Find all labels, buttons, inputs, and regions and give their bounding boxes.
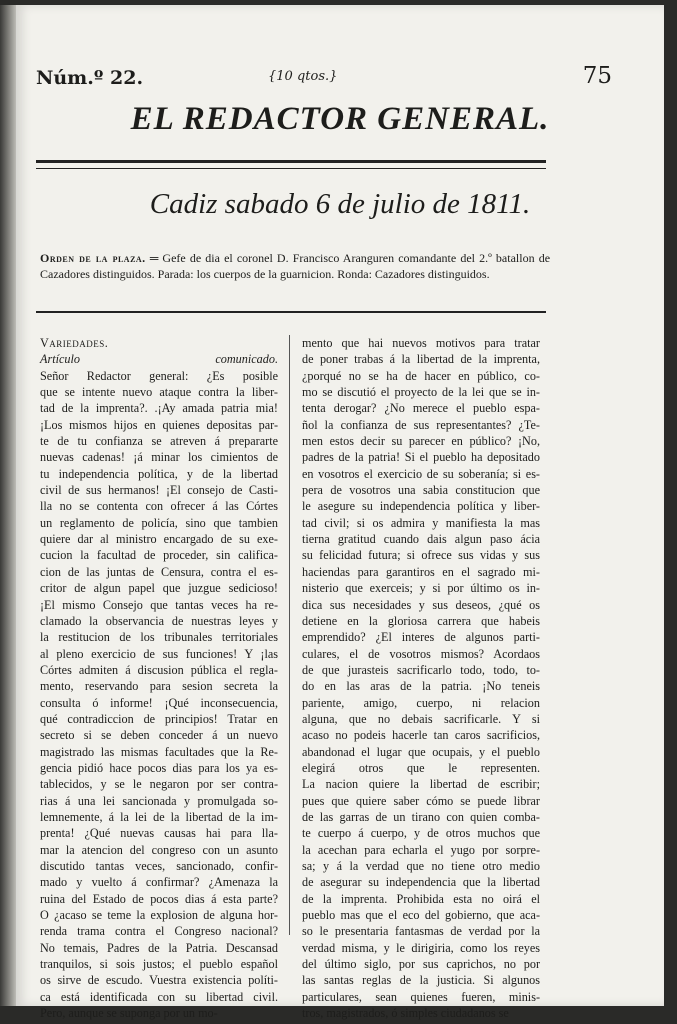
section-title: Variedades. bbox=[40, 336, 109, 350]
page-header bbox=[36, 63, 644, 95]
text-line: un reglamento de policía, sino que tambien bbox=[40, 515, 278, 530]
text-line: men estos decir su parecer en público? ¡No, bbox=[302, 434, 540, 449]
text-line: secreto si se deben conceder á un nuevo bbox=[40, 728, 278, 743]
column-divider bbox=[289, 335, 290, 935]
text-line: mado y vuelto á confirmar? ¿Amenaza la bbox=[40, 875, 278, 890]
text-line: pariente, amigo, cuerpo, ni relacion bbox=[302, 695, 540, 710]
text-line: tablecidos, y se le negaron por ser contra- bbox=[40, 777, 278, 792]
book-spine bbox=[0, 5, 16, 1006]
text-line: pera de vosotros una sabia constitucion que bbox=[302, 483, 540, 498]
orden-text: ═ Gefe de dia el coronel D. Francisco Aranguren comandante del 2.º batallon de Cazadores distinguidos. Parada: los cuerpos de la guarnicion. Ronda: Cazadores distinguidos. bbox=[40, 251, 551, 281]
text-line: rias á una lei sancionada y promulgada so- bbox=[40, 793, 278, 808]
text-line: so le presentaria fantasmas de verdad por la bbox=[302, 924, 540, 939]
text-line: critor de algun papel que juzgue sedicioso! bbox=[40, 581, 278, 596]
masthead-rule bbox=[36, 160, 546, 169]
text-line: culares, el de vosotros mismos? Acordaos bbox=[302, 646, 540, 661]
text-line: nuevas cadenas! ¡á minar los cimientos de bbox=[40, 450, 278, 465]
orden-label: Orden de la plaza. bbox=[40, 251, 146, 265]
text-line: al pleno exercicio de sus funciones! Y ¡las bbox=[40, 646, 278, 661]
text-line: ¡El mismo Consejo que tantas veces ha re- bbox=[40, 597, 278, 612]
text-line: tierna gratitud cuando dais algun paso ácia bbox=[302, 532, 540, 547]
text-line: cion de las juntas de Censura, contra el es- bbox=[40, 564, 278, 579]
text-line: tros, magistrados, ó simples ciudadanos se bbox=[302, 1006, 509, 1021]
text-line: mento, reservando para sesion secreta la bbox=[40, 679, 278, 694]
text-line: en vosotros el exercicio de su soberanía; si es- bbox=[302, 466, 540, 481]
text-line: haciendas para garantiros en el sagrado mi- bbox=[302, 564, 540, 579]
text-line: ¡Los mismos hijos en quienes depositas par- bbox=[40, 417, 278, 432]
text-line: de la imprenta. Prohibida esta no oirá el bbox=[302, 891, 540, 906]
text-line: padres de la patria! Si el pueblo ha depositado bbox=[302, 450, 540, 465]
text-line: particulares, sean quienes fueren, minis- bbox=[302, 989, 540, 1004]
issue-number: Núm.º 22. bbox=[36, 67, 144, 89]
text-line: La nacion quiere la libertad de escribir; bbox=[302, 777, 540, 792]
newspaper-page bbox=[16, 5, 664, 1021]
text-line: la acechan para echarla el yugo por sorpre- bbox=[302, 842, 540, 857]
article-subhead: Artículo comunicado. bbox=[40, 352, 278, 367]
text-line: emprendido? ¿El interes de algunos parti- bbox=[302, 630, 540, 645]
text-line: quiere dar al ministro encargado de su exe- bbox=[40, 532, 278, 547]
text-line: verdad misma, y le dirigiria, como los reyes bbox=[302, 940, 540, 955]
page-number: 75 bbox=[582, 63, 612, 89]
text-line: renda trama contra el Congreso nacional? bbox=[40, 924, 278, 939]
text-line: acaso no podeis hacerle tan caros sacrificios, bbox=[302, 728, 540, 743]
text-line: tenta derogar? ¿No merece el pueblo espa- bbox=[302, 401, 540, 416]
text-line: mento que hai nuevos motivos para tratar bbox=[302, 336, 540, 350]
text-line: qué contradiccion de principios! Tratar en bbox=[40, 711, 278, 726]
text-line: lemnemente, á la lei de la libertad de la im- bbox=[40, 809, 278, 824]
text-line: civil de sus hermanos! ¡El consejo de Casti- bbox=[40, 483, 278, 498]
dateline: Cadiz sabado 6 de julio de 1811. bbox=[149, 188, 531, 220]
text-line: elegirá otros que le representen. bbox=[302, 760, 540, 775]
right-column bbox=[302, 335, 540, 1021]
text-line: Córtes admiten á discusion pública el regla- bbox=[40, 662, 278, 677]
text-line: tad civil; si os admira y manifiesta la mas bbox=[302, 515, 540, 530]
text-line: magistrado las mismas facultades que la Re- bbox=[40, 744, 278, 759]
right-column-text bbox=[302, 335, 540, 1021]
text-line: de asegurar su independencia que la libertad bbox=[302, 875, 540, 890]
text-line: clamado la observancia de nuestras leyes y bbox=[40, 613, 278, 628]
text-line: nisterio que exerceis; y si por último os in- bbox=[302, 581, 540, 596]
text-line: que se intente nuevo ataque contra la liber- bbox=[40, 385, 278, 400]
left-column-text bbox=[40, 368, 278, 1022]
text-line: ca está identificada con su libertad civil. bbox=[40, 989, 278, 1004]
orden-de-la-plaza bbox=[40, 250, 550, 282]
text-line: pues que quiere saber cómo se puede librar bbox=[302, 793, 540, 808]
text-line: te de tu confianza se atreven á prepararte bbox=[40, 434, 278, 449]
text-line: tu independencia política, y de la libertad bbox=[40, 466, 278, 481]
text-line: pueblo mas que el eco del gobierno, que aca- bbox=[302, 908, 540, 923]
section-rule bbox=[36, 311, 546, 313]
text-line: os sirve de escudo. Vuestra existencia políti- bbox=[40, 973, 278, 988]
text-line: mar la atencion del congreso con un asunto bbox=[40, 842, 278, 857]
text-line: la restitucion de los tribunales territoriales bbox=[40, 630, 278, 645]
text-line: discutido tantas veces, sancionado, confir- bbox=[40, 859, 278, 873]
text-line: su felicidad futura; si ofrece sus vidas y sus bbox=[302, 548, 540, 563]
text-line: tranquilos, si sois justos; el pueblo español bbox=[40, 957, 278, 972]
text-line: consulta ó informe! ¡Qué inconsecuencia, bbox=[40, 695, 278, 710]
text-line: cucion la facultad de proceder, sin califica- bbox=[40, 548, 278, 563]
text-line: alguna, que no debais sacrificarle. Y si bbox=[302, 711, 540, 726]
text-line: sa; y á la verdad que no tiene otro medio bbox=[302, 859, 540, 873]
text-line: las santas reglas de la justicia. Si algunos bbox=[302, 973, 540, 988]
text-line: O ¿acaso se teme la explosion de alguna hor- bbox=[40, 908, 278, 923]
text-line: do en las aras de la patria. ¡No teneis bbox=[302, 679, 540, 694]
text-line: tad de la imprenta?. .¡Ay amada patria mia! bbox=[40, 401, 278, 416]
text-line: de poner trabas á la libertad de la imprenta, bbox=[302, 352, 540, 367]
text-line: abandonad el lugar que ocupais, y el pueblo bbox=[302, 744, 540, 759]
text-line: le asegure su independencia política y liber- bbox=[302, 499, 540, 514]
text-line: de que jurasteis sacrificarlo todo, todo, to- bbox=[302, 662, 540, 677]
text-line: ¿porqué no se ha de hacer en público, co- bbox=[302, 368, 540, 383]
text-line: gencia pidió hace pocos dias para los ya es- bbox=[40, 760, 278, 775]
text-line: te cuerpo á cuerpo, y de otros muchos que bbox=[302, 826, 540, 841]
text-line: detiene en la gloriosa carrera que habeis bbox=[302, 613, 540, 628]
left-column bbox=[40, 335, 278, 1021]
text-line: Pero, aunque se suponga por un mo- bbox=[40, 1006, 218, 1021]
text-line: dica sus necesidades y sus deseos, ¿qué os bbox=[302, 597, 540, 612]
text-line: Señor Redactor general: ¿Es posible bbox=[40, 368, 278, 383]
text-line: ruina del Estado de pocos dias á esta parte? bbox=[40, 891, 278, 906]
text-line: ñol la confianza de sus representantes? ¿Te- bbox=[302, 417, 540, 432]
text-line: de las garras de un tirano con quien comba- bbox=[302, 809, 540, 824]
text-line: mo se discutió el proyecto de la lei que se in- bbox=[302, 385, 540, 400]
text-line: lla no se contenta con ofrecer á las Córtes bbox=[40, 499, 278, 514]
text-line: No temais, Padres de la Patria. Descansad bbox=[40, 940, 278, 955]
masthead-title: EL REDACTOR GENERAL. bbox=[130, 101, 550, 137]
price-note: {10 qtos.} bbox=[268, 69, 338, 84]
text-line: prenta! ¿Qué nuevas causas hai para lla- bbox=[40, 826, 278, 841]
text-line: del último siglo, por sus caprichos, no por bbox=[302, 957, 540, 972]
